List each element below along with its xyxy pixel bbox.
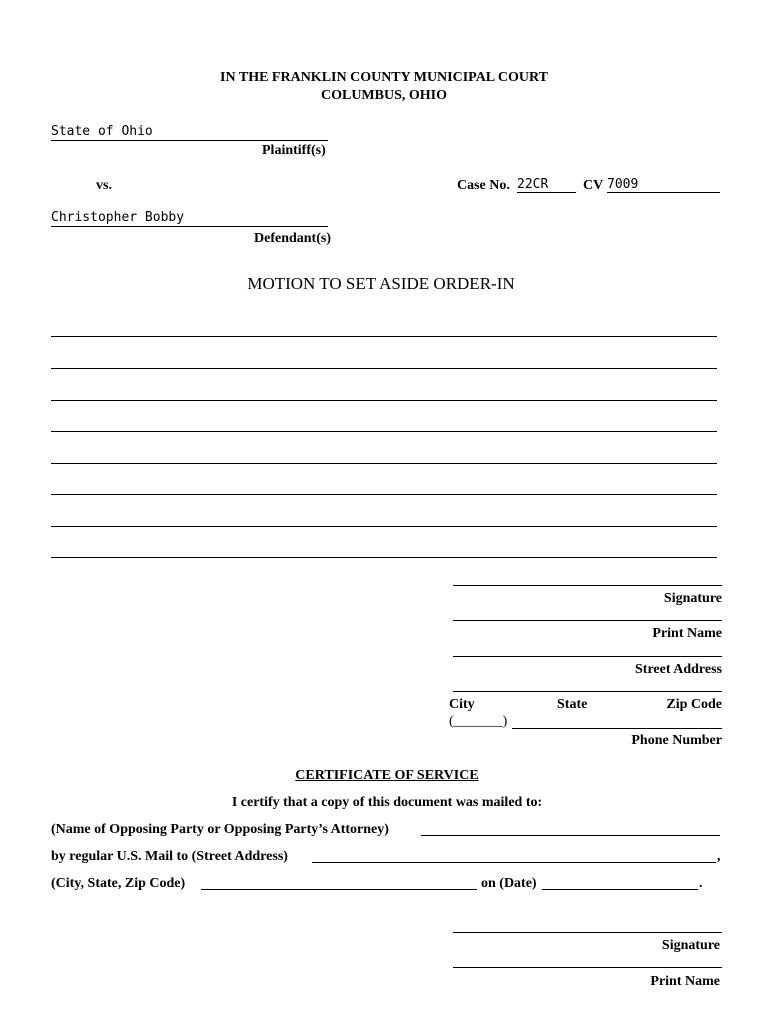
court-city: COLUMBUS, OHIO <box>320 88 447 103</box>
case-number-field[interactable] <box>517 177 576 193</box>
filer-phone-line[interactable] <box>512 728 722 729</box>
filer-city-label: City <box>449 697 475 712</box>
plaintiff-field[interactable] <box>51 124 328 141</box>
service-street-address-field[interactable] <box>312 862 716 863</box>
date-period: . <box>699 876 703 891</box>
service-city-state-zip-field[interactable] <box>201 889 477 890</box>
filer-phone-label: Phone Number <box>631 733 722 748</box>
plaintiff-label: Plaintiff(s) <box>262 143 326 158</box>
motion-text-line[interactable] <box>51 494 717 495</box>
certify-statement: I certify that a copy of this document was mailed to: <box>231 795 543 810</box>
defendant-name: Christopher Bobby <box>51 210 185 225</box>
versus-label: vs. <box>96 178 112 193</box>
motion-text-line[interactable] <box>51 368 717 369</box>
certificate-signature-line[interactable] <box>453 932 722 933</box>
filer-state-label: State <box>557 697 588 712</box>
filer-city-state-zip-line[interactable] <box>453 691 722 692</box>
case-number-label: Case No. <box>457 178 510 193</box>
city-state-zip-label: (City, State, Zip Code) <box>51 876 186 891</box>
motion-text-line[interactable] <box>51 336 717 337</box>
filer-phone-area-code[interactable]: (_______) <box>449 714 508 729</box>
defendant-label: Defendant(s) <box>254 231 331 246</box>
motion-text-line[interactable] <box>51 526 717 527</box>
certificate-signature-label: Signature <box>661 938 720 953</box>
filer-street-address-line[interactable] <box>453 656 722 657</box>
plaintiff-name: State of Ohio <box>51 124 153 139</box>
certificate-heading: CERTIFICATE OF SERVICE <box>295 768 479 783</box>
motion-title: MOTION TO SET ASIDE ORDER-IN <box>247 274 515 293</box>
opposing-party-label: (Name of Opposing Party or Opposing Party’s Attorney) <box>51 822 389 837</box>
service-date-field[interactable] <box>542 889 698 890</box>
street-address-comma: , <box>717 849 721 864</box>
motion-text-line[interactable] <box>51 400 717 401</box>
cv-value: 7009 <box>607 177 639 192</box>
court-name: IN THE FRANKLIN COUNTY MUNICIPAL COURT <box>220 70 548 85</box>
cv-label: CV <box>583 178 604 193</box>
filer-print-name-label: Print Name <box>652 626 722 641</box>
case-number-value: 22CR <box>517 177 549 192</box>
date-label: on (Date) <box>481 876 537 891</box>
filer-zip-label: Zip Code <box>666 697 722 712</box>
street-address-label: by regular U.S. Mail to (Street Address) <box>51 849 288 864</box>
filer-print-name-line[interactable] <box>453 620 722 621</box>
filer-signature-line[interactable] <box>453 585 722 586</box>
filer-signature-label: Signature <box>663 591 722 606</box>
opposing-party-field[interactable] <box>421 835 720 836</box>
motion-text-line[interactable] <box>51 557 717 558</box>
filer-street-address-label: Street Address <box>635 662 722 677</box>
certificate-print-name-label: Print Name <box>650 974 720 989</box>
cv-field[interactable] <box>607 177 720 193</box>
motion-text-line[interactable] <box>51 463 717 464</box>
defendant-field[interactable] <box>51 210 328 227</box>
certificate-print-name-line[interactable] <box>453 967 722 968</box>
motion-text-line[interactable] <box>51 431 717 432</box>
